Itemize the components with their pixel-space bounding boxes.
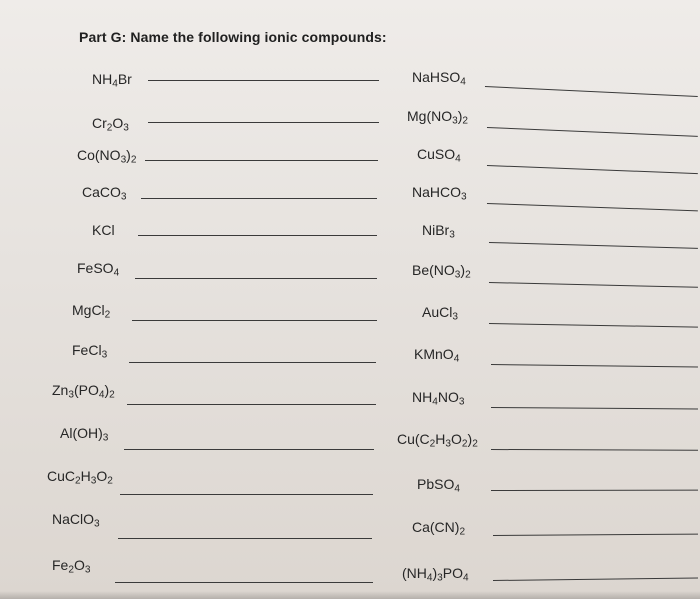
left-answer-blank-5[interactable] <box>138 235 377 236</box>
left-formula-11: $CuC_2H_3O_2$ <box>47 468 113 487</box>
right-answer-blank-2[interactable] <box>487 127 698 137</box>
page-shadow <box>0 591 700 599</box>
right-formula-2: $Mg(NO_3)_2$ <box>407 108 469 127</box>
left-answer-blank-7[interactable] <box>132 320 377 321</box>
right-answer-blank-1[interactable] <box>485 86 698 97</box>
left-formula-1: $NH_4Br$ <box>92 71 132 90</box>
left-formula-12: NaClO$_3$ <box>52 511 100 530</box>
right-answer-blank-7[interactable] <box>489 323 698 328</box>
right-answer-blank-13[interactable] <box>493 577 698 581</box>
left-answer-blank-4[interactable] <box>141 198 377 199</box>
left-formula-7: MgCl$_2$ <box>72 302 111 321</box>
left-formula-4: CaCO$_3$ <box>82 184 127 203</box>
right-formula-4: NaHCO$_3$ <box>412 184 467 203</box>
left-formula-3: $Co(NO_3)_2$ <box>77 147 137 166</box>
left-formula-13: $Fe_2O_3$ <box>52 557 91 576</box>
left-answer-blank-10[interactable] <box>124 449 374 450</box>
right-formula-3: CuSO$_4$ <box>417 146 461 165</box>
right-answer-blank-12[interactable] <box>493 534 698 536</box>
right-answer-blank-11[interactable] <box>491 490 698 491</box>
right-formula-9: $NH_4NO_3$ <box>412 389 465 408</box>
left-answer-blank-6[interactable] <box>135 278 377 279</box>
right-answer-blank-10[interactable] <box>491 449 698 451</box>
left-answer-blank-3[interactable] <box>145 160 378 161</box>
left-formula-5: KCl <box>92 222 115 238</box>
right-answer-blank-6[interactable] <box>489 282 698 288</box>
right-formula-5: NiBr$_3$ <box>422 222 455 241</box>
left-formula-6: FeSO$_4$ <box>77 260 120 279</box>
right-answer-blank-9[interactable] <box>491 407 698 409</box>
right-formula-13: $(NH_4)_3PO_4$ <box>402 565 469 584</box>
worksheet-title: Part G: Name the following ionic compounds: <box>79 29 387 45</box>
left-answer-blank-2[interactable] <box>148 122 379 123</box>
left-answer-blank-8[interactable] <box>129 362 376 363</box>
right-formula-1: NaHSO$_4$ <box>412 69 466 88</box>
left-answer-blank-12[interactable] <box>118 538 372 539</box>
right-answer-blank-8[interactable] <box>491 364 698 368</box>
right-answer-blank-5[interactable] <box>489 242 698 249</box>
left-formula-8: FeCl$_3$ <box>72 342 108 361</box>
left-answer-blank-1[interactable] <box>148 80 379 81</box>
left-formula-10: $Al(OH)_3$ <box>60 425 109 444</box>
left-formula-2: $Cr_2O_3$ <box>92 115 129 134</box>
right-formula-12: $Ca(CN)_2$ <box>412 519 466 538</box>
right-formula-10: $Cu(C_2H_3O_2)_2$ <box>397 431 478 450</box>
left-answer-blank-13[interactable] <box>115 582 373 583</box>
left-answer-blank-11[interactable] <box>120 494 373 495</box>
right-answer-blank-3[interactable] <box>487 165 698 174</box>
left-formula-9: $Zn_3(PO_4)_2$ <box>52 382 115 401</box>
left-answer-blank-9[interactable] <box>127 404 376 405</box>
right-formula-6: $Be(NO_3)_2$ <box>412 262 471 281</box>
right-formula-7: AuCl$_3$ <box>422 304 458 323</box>
right-formula-11: PbSO$_4$ <box>417 476 460 495</box>
right-answer-blank-4[interactable] <box>487 203 698 211</box>
right-formula-8: KMnO$_4$ <box>414 346 460 365</box>
